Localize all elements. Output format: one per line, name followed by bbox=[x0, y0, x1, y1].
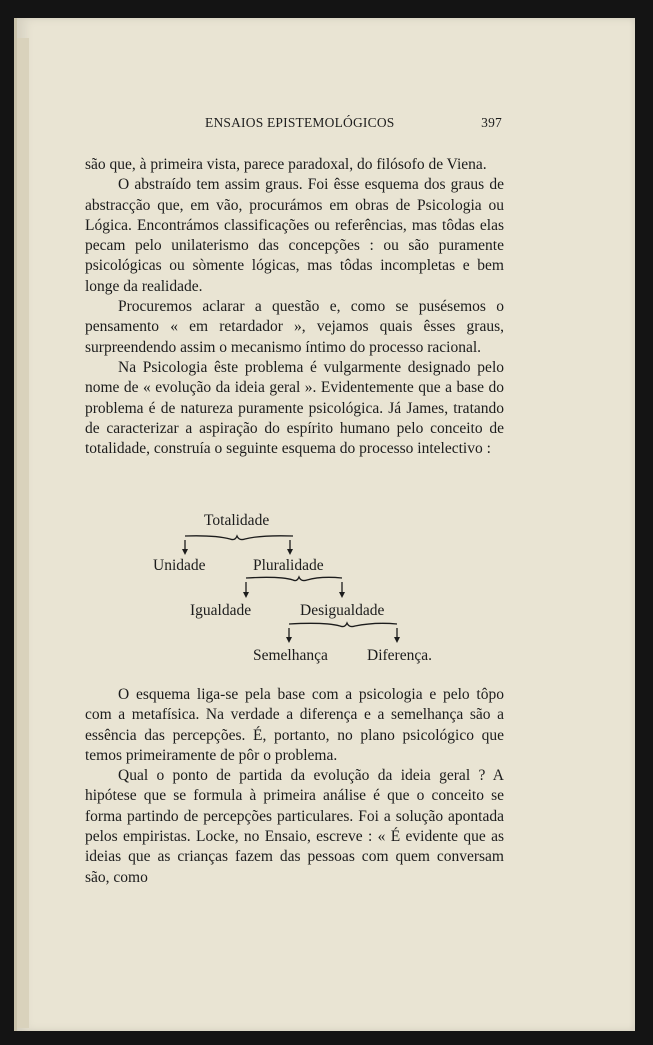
brace-desigualdade bbox=[289, 623, 397, 627]
body-text-bottom bbox=[85, 685, 504, 888]
paragraph: Procuremos aclarar a questão e, como se pusésemos o pensamento « em retardador », vejamos quais êsses graus, surpreendendo assim o mecanismo íntimo do processo racional. bbox=[85, 298, 504, 356]
brace-totalidade bbox=[185, 536, 293, 540]
header-title: ENSAIOS EPISTEMOLÓGICOS bbox=[205, 115, 395, 130]
node-pluralidade: Pluralidade bbox=[253, 557, 324, 574]
node-unidade: Unidade bbox=[153, 557, 206, 574]
node-semelhanca: Semelhança bbox=[253, 647, 328, 664]
node-totalidade: Totalidade bbox=[204, 512, 270, 529]
node-igualdade: Igualdade bbox=[190, 602, 252, 619]
concept-diagram bbox=[85, 508, 504, 678]
previous-page-edge bbox=[17, 38, 29, 1028]
paragraph: Na Psicologia êste problema é vulgarmente designado pelo nome de « evolução da ideia geral ». Evidentemente que a base do problema é de natureza puramente psicológica. Já James, tratando de caracterizar a aspiração do espírito humano pelo conceito de totalidade, construía o seguinte esquema do processo intelectivo : bbox=[85, 358, 504, 458]
body-text-top bbox=[85, 155, 504, 459]
node-diferenca: Diferença. bbox=[367, 647, 432, 664]
paragraph: O esquema liga-se pela base com a psicologia e pelo tôpo com a metafísica. Na verdade a diferença e a semelhança são a essência das percepções. É, portanto, no plano psicológico que temos primeiramente de pôr o problema. bbox=[85, 686, 504, 764]
node-desigualdade: Desigualdade bbox=[300, 602, 385, 619]
paragraph: são que, à primeira vista, parece paradoxal, do filósofo de Viena. bbox=[85, 156, 487, 173]
paragraph: Qual o ponto de partida da evolução da ideia geral ? A hipótese que se formula à primeira análise é que o conceito se forma partindo de percepções particulares. Foi a solução apontada pelos empiristas. Locke, no Ensaio, escreve : « É evidente que as ideias que as crianças fazem das pessoas com quem conversam são, como bbox=[85, 767, 504, 886]
paragraph: O abstraído tem assim graus. Foi êsse esquema dos graus de abstracção que, em vão, procurámos em obras de Psicologia ou Lógica. Encontrámos classificações ou referências, mas tôdas elas pecam pelo unilaterismo das concepções : ou são puramente psicológicas ou sòmente lógicas, mas tôdas incompletas e bem longe da realidade. bbox=[85, 176, 504, 295]
page-number: 397 bbox=[481, 115, 502, 130]
brace-pluralidade bbox=[246, 577, 342, 581]
